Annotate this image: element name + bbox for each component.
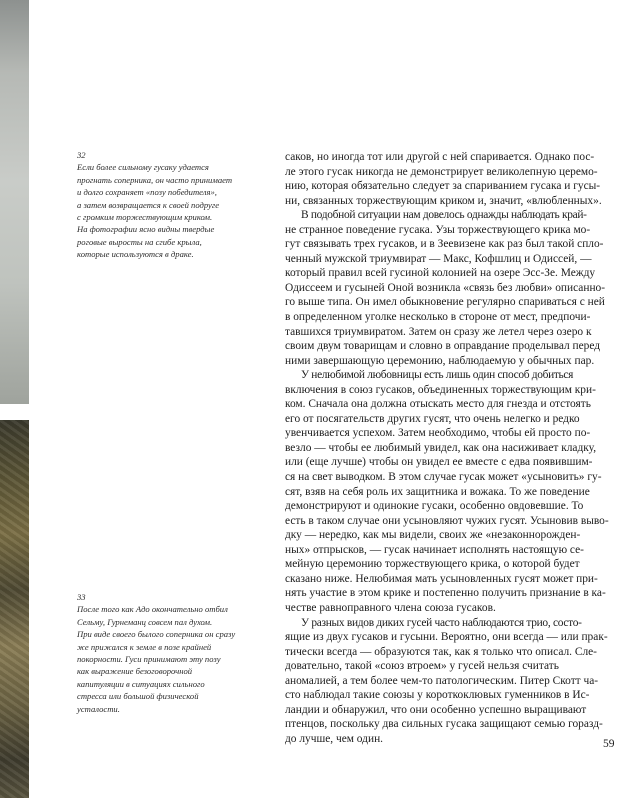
caption-line: покорности. Гуси принимают эту позу	[77, 654, 221, 665]
body-line: В подобной ситуации нам довелось однажды наблюдать край-	[301, 209, 587, 222]
body-line: везло — чтобы ее любимый увидел, как она насиживает кладку,	[285, 441, 597, 454]
body-line: сят, взяв на себя роль их защитника и вожака. То же поведение	[285, 485, 590, 498]
caption-line: которые используются в драке.	[77, 249, 194, 260]
body-line: гут связывать трех гусаков, и в Зеевизене как раз был такой спло-	[285, 238, 604, 251]
body-line: ле этого гусак никогда не демонстрирует великолепную церемо-	[285, 165, 598, 178]
body-line: до лучше, чем один.	[285, 732, 384, 745]
body-line: ченный мужской триумвират — Макс, Кофшлиц и Одиссей, —	[285, 252, 592, 265]
body-line: го выше типа. Он имел обыкновение регулярно спариваться с ней	[285, 296, 605, 309]
caption-line: После того как Адо окончательно отбил	[77, 604, 228, 615]
body-line: ных» отпрысков, — гусак начинает исполнять настоящую се-	[285, 543, 584, 556]
caption-line: как выражение безоговорочной	[77, 666, 193, 677]
body-line: сто наблюдал такие союзы у короткоклювых гуменников в Ис-	[285, 689, 590, 702]
caption-line: усталости.	[77, 703, 120, 714]
body-line: У нелюбимой любовницы есть лишь один способ добиться	[301, 369, 574, 382]
body-line: демонстрируют и одинокие гусаки, особенно овдовевшие. То	[285, 500, 584, 513]
caption-33	[77, 591, 273, 715]
caption-line: и долго сохраняет «позу победителя»,	[77, 187, 217, 198]
body-line: честве равноправного члена союза гусаков.	[285, 601, 496, 614]
body-line: довательно, такой «союз втроем» у гусей нельзя считать	[285, 660, 559, 673]
body-line: Одиссеем и гусыней Оной возникла «связь без любви» описанно-	[285, 281, 606, 294]
main-body-text	[285, 150, 620, 746]
body-line: тически всегда — образуются так, как я только что описал. Сле-	[285, 645, 597, 658]
body-line: его от посягательств других гусят, что очень нелегко и редко	[285, 412, 580, 425]
caption-line: стресса или большой физической	[77, 691, 199, 702]
body-line: увенчивается успехом. Затем необходимо, чтобы ей просто по-	[285, 427, 591, 440]
caption-number: 33	[77, 592, 86, 602]
photo-strip-top	[0, 0, 29, 404]
page-number: 59	[603, 738, 615, 750]
body-line: ними завершающую церемонию, наблюдаемую у обычных пар.	[285, 354, 595, 367]
photo-strip-bottom	[0, 420, 29, 798]
body-line: включения в союз гусаков, объединенных торжествующим кри-	[285, 383, 596, 396]
caption-line: Сельму, Гурнеманц совсем пал духом.	[77, 616, 213, 627]
body-line: птенцов, поскольку два сильных гусака защищают семью горазд-	[285, 718, 603, 731]
body-line: аномалией, а тем более чем-то патологическим. Питер Скотт ча-	[285, 674, 599, 687]
body-line: нять участие в этом крике и постепенно получить признание в ка-	[285, 587, 606, 600]
body-line: сказано ниже. Нелюбимая мать усыновленных гусят может при-	[285, 572, 598, 585]
caption-line: роговые выросты на сгибе крыла,	[77, 236, 202, 247]
caption-line: При виде своего былого соперника он сразу	[77, 629, 236, 640]
body-line: ком. Сначала она должна отыскать место для гнезда и отстоять	[285, 398, 591, 411]
body-line: ни, связанных торжествующим криком и, значит, «влюбленных».	[285, 194, 602, 207]
caption-line: капитуляции в ситуациях сильного	[77, 678, 205, 689]
body-line: мейную церемонию торжествующего крика, о которой будет	[285, 558, 580, 571]
caption-32	[77, 149, 273, 261]
caption-line: же прижался к земле в позе крайней	[77, 641, 212, 652]
body-line: тавшихся триумвиратом. Затем он сразу же летел через озеро к	[285, 325, 592, 338]
body-line: который правил всей гусиной колонией на озере Эсс-Зе. Между	[285, 267, 596, 280]
body-line: ландии и обнаружил, что они особенно успешно выращивают	[285, 703, 587, 716]
caption-line: а затем возвращается к своей подруге	[77, 199, 220, 210]
caption-number: 32	[77, 150, 86, 160]
body-line: в определенном уголке несколько в стороне от мест, предпочи-	[285, 311, 591, 324]
body-line: своим двум товарищам и словно в оправдание проделывал перед	[285, 340, 601, 353]
body-line: ся на свет выводком. В этом случае гусак может «усыновить» гу-	[285, 471, 602, 484]
body-line: или (еще лучше) чтобы он увидел ее вместе с едва появившим-	[285, 456, 593, 469]
caption-line: Если более сильному гусаку удается	[77, 162, 209, 173]
body-line: саков, но иногда тот или другой с ней спаривается. Однако пос-	[285, 151, 595, 163]
body-line: ящие из двух гусаков и гусыни. Вероятно, они всегда — или прак-	[285, 631, 608, 644]
body-line: У разных видов диких гусей часто наблюдаются трио, состо-	[301, 616, 582, 629]
caption-line: прогнать соперника, он часто принимает	[77, 174, 233, 185]
caption-line: На фотографии ясно видны твердые	[77, 224, 215, 235]
body-line: нию, которая обязательно следует за спариванием гусака и гусы-	[285, 180, 601, 193]
body-line: дку — нередко, как мы видели, своих же «незаконнорожден-	[285, 529, 581, 542]
caption-line: с громким торжествующим криком.	[77, 212, 213, 223]
body-line: не странное поведение гусака. Узы торжествующего крика мо-	[285, 223, 591, 236]
body-line: есть в таком случае они усыновляют чужих гусят. Усыновив выво-	[285, 514, 609, 527]
